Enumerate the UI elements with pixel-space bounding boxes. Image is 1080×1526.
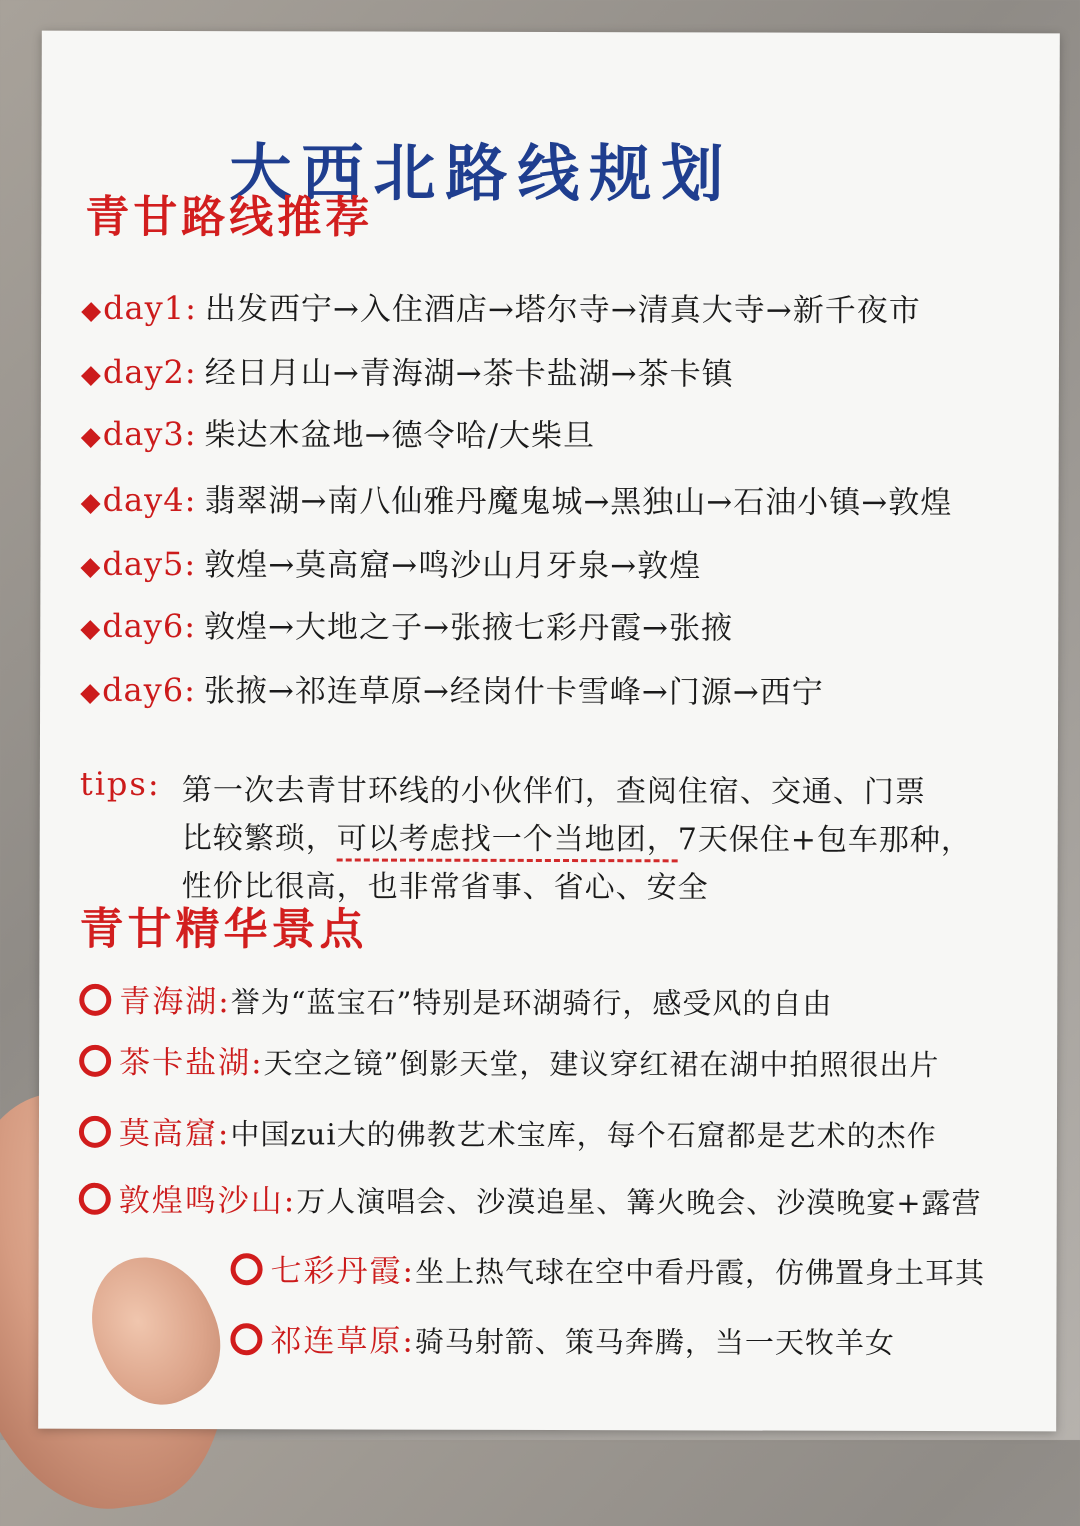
tips-highlight: 可以考虑找一个当地团， [337, 821, 678, 862]
route-item [81, 475, 953, 522]
circle-bullet-icon [79, 984, 111, 1016]
circle-bullet-icon [79, 1116, 111, 1148]
page-title: 大西北路线规划 [229, 136, 734, 211]
spot-name: 青海湖: [119, 983, 231, 1021]
spot-desc: 天空之镜”倒影天堂，建议穿红裙在湖中拍照很出片 [263, 1046, 940, 1083]
tips-line-2-end: 7天保住+包车那种， [677, 822, 972, 859]
paper-sheet [38, 31, 1060, 1432]
tips-line-3: 性价比很高，也非常省事、省心、安全 [181, 869, 709, 906]
route-path: 敦煌→莫高窟→鸣沙山月牙泉→敦煌 [204, 547, 702, 585]
route-path: 柴达木盆地→德令哈/大柴旦 [204, 417, 596, 455]
route-path: 经日月山→青海湖→茶卡盐湖→茶卡镇 [204, 355, 734, 393]
spot-item [79, 1037, 939, 1084]
spot-desc: 骑马射箭、策马奔腾，当一天牧羊女 [414, 1324, 895, 1360]
spots-heading: 青甘精华景点 [79, 903, 368, 956]
spot-name: 敦煌鸣沙山: [118, 1182, 297, 1220]
diamond-bullet-icon: ◆ [81, 295, 102, 326]
spot-desc: 中国zui大的佛教艺术宝库，每个石窟都是艺术的杰作 [230, 1117, 937, 1154]
tips-line-1: 第一次去青甘环线的小伙伴们，查阅住宿、交通、门票 [181, 773, 926, 810]
route-day: day6: [102, 670, 196, 710]
route-item [80, 539, 701, 586]
circle-bullet-icon [79, 1183, 111, 1215]
spot-desc: 坐上热气球在空中看丹霞，仿佛置身土耳其 [414, 1254, 986, 1291]
diamond-bullet-icon: ◆ [80, 677, 101, 708]
route-day: day4: [102, 480, 197, 520]
route-item [81, 283, 921, 330]
spot-item [79, 1108, 937, 1155]
spot-item [231, 1245, 986, 1292]
spot-desc: 誉为“蓝宝石”特别是环湖骑行，感受风的自由 [230, 985, 833, 1021]
route-day: day2: [102, 352, 197, 392]
tips-line-2-start: 比较繁琐， [181, 821, 337, 857]
route-item [81, 347, 734, 394]
spot-item [79, 1175, 982, 1222]
route-item [80, 665, 824, 712]
route-path: 敦煌→大地之子→张掖七彩丹霞→张掖 [204, 609, 734, 647]
route-day: day5: [102, 544, 197, 584]
route-item [81, 409, 595, 455]
circle-bullet-icon [79, 1045, 111, 1077]
route-day: day1: [103, 288, 197, 328]
diamond-bullet-icon: ◆ [80, 487, 101, 518]
route-item [80, 601, 733, 648]
spot-name: 祁连草原: [270, 1323, 415, 1360]
tips-line-2 [182, 813, 972, 859]
diamond-bullet-icon: ◆ [80, 359, 101, 390]
route-day: day6: [102, 606, 197, 646]
spot-name: 莫高窟: [118, 1115, 231, 1153]
route-path: 张掖→祁连草原→经岗什卡雪峰→门源→西宁 [203, 673, 824, 711]
spot-name: 茶卡盐湖: [119, 1044, 264, 1082]
route-path: 翡翠湖→南八仙雅丹魔鬼城→黑独山→石油小镇→敦煌 [204, 483, 953, 522]
tips-label: tips: [79, 764, 161, 803]
route-day: day3: [102, 414, 197, 454]
spot-name: 七彩丹霞: [270, 1253, 416, 1290]
circle-bullet-icon [230, 1323, 262, 1355]
spot-desc: 万人演唱会、沙漠追星、篝火晚会、沙漠晚宴+露营 [296, 1184, 982, 1221]
spot-item [79, 976, 832, 1023]
route-path: 出发西宁→入住酒店→塔尔寺→清真大寺→新千夜市 [204, 291, 921, 329]
spot-item [230, 1315, 895, 1362]
diamond-bullet-icon: ◆ [80, 613, 101, 644]
diamond-bullet-icon: ◆ [80, 421, 101, 452]
route-heading: 青甘路线推荐 [85, 191, 374, 244]
circle-bullet-icon [231, 1253, 263, 1285]
diamond-bullet-icon: ◆ [80, 551, 101, 582]
